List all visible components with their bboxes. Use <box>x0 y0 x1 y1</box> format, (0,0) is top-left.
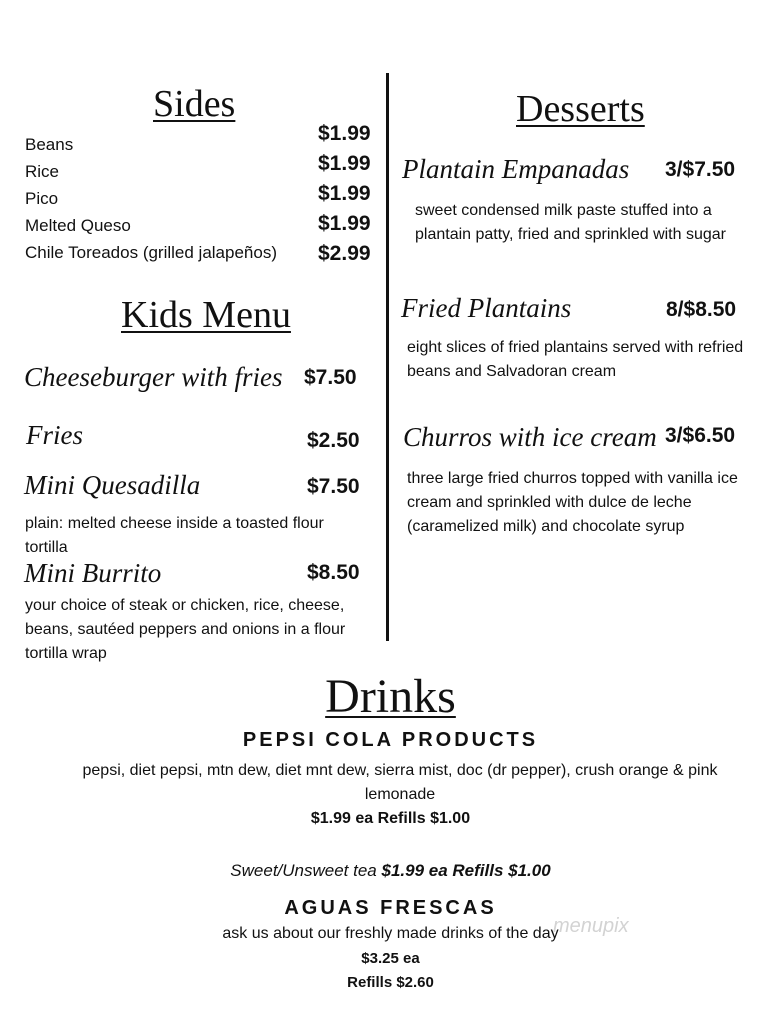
kids-menu-heading: Kids Menu <box>121 294 291 336</box>
desserts-heading: Desserts <box>516 88 645 130</box>
tea-label: Sweet/Unsweet tea <box>230 861 377 880</box>
kids-item-description: plain: melted cheese inside a toasted flour tortilla <box>25 515 324 556</box>
kids-item-price: $2.50 <box>307 429 360 452</box>
side-item-name: Pico <box>25 189 59 208</box>
tea-line <box>0 861 781 881</box>
pepsi-products-title: PEPSI COLA PRODUCTS <box>242 729 539 751</box>
dessert-item-description: sweet condensed milk paste stuffed into a plantain patty, fried and sprinkled with sugar <box>415 202 726 243</box>
dessert-item-price: 3/$7.50 <box>665 158 736 181</box>
dessert-item-price: 3/$6.50 <box>665 424 736 447</box>
dessert-item-name: Churros with ice cream <box>403 422 657 452</box>
kids-item-price: $7.50 <box>304 366 357 389</box>
side-item-price: $1.99 <box>318 152 371 175</box>
side-item-price: $1.99 <box>318 212 371 235</box>
kids-item-name: Mini Quesadilla <box>24 470 201 500</box>
side-item-name: Rice <box>25 162 60 181</box>
menupix-watermark: menupix <box>553 915 629 937</box>
drinks-heading: Drinks <box>325 670 456 723</box>
column-divider <box>386 73 389 641</box>
aguas-frescas-title: AGUAS FRESCAS <box>284 897 497 919</box>
side-item-price: $2.99 <box>318 242 371 265</box>
kids-item-price: $7.50 <box>307 475 360 498</box>
aguas-frescas-refill-price: Refills $2.60 <box>347 974 434 991</box>
aguas-frescas-price: $3.25 ea <box>361 950 420 967</box>
pepsi-products-price: $1.99 ea Refills $1.00 <box>310 810 471 827</box>
dessert-item-description: eight slices of fried plantains served with refried beans and Salvadoran cream <box>407 339 744 380</box>
kids-item-description: your choice of steak or chicken, rice, cheese, beans, sautéed peppers and onions in a flour tortilla wrap <box>25 597 346 662</box>
side-item-name: Chile Toreados (grilled jalapeños) <box>25 243 277 262</box>
kids-item-name: Cheeseburger with fries <box>24 362 283 392</box>
kids-item-name: Mini Burrito <box>24 558 162 588</box>
side-item-name: Beans <box>25 135 74 154</box>
kids-item-price: $8.50 <box>307 561 360 584</box>
dessert-item-name: Plantain Empanadas <box>402 154 630 184</box>
aguas-frescas-description: ask us about our freshly made drinks of the day <box>222 925 559 942</box>
side-item-name: Melted Queso <box>25 216 131 235</box>
dessert-item-name: Fried Plantains <box>401 293 572 323</box>
pepsi-products-list: pepsi, diet pepsi, mtn dew, diet mnt dew, sierra mist, doc (dr pepper), crush orange & pink lemonade <box>82 762 718 803</box>
sides-heading: Sides <box>153 83 236 125</box>
side-item-price: $1.99 <box>318 122 371 145</box>
side-item-price: $1.99 <box>318 182 371 205</box>
dessert-item-description: three large fried churros topped with vanilla ice cream and sprinkled with dulce de leche (caramelized milk) and chocolate syrup <box>407 470 738 535</box>
tea-price: $1.99 ea Refills $1.00 <box>381 861 551 880</box>
kids-item-name: Fries <box>26 420 83 450</box>
dessert-item-price: 8/$8.50 <box>666 298 737 321</box>
